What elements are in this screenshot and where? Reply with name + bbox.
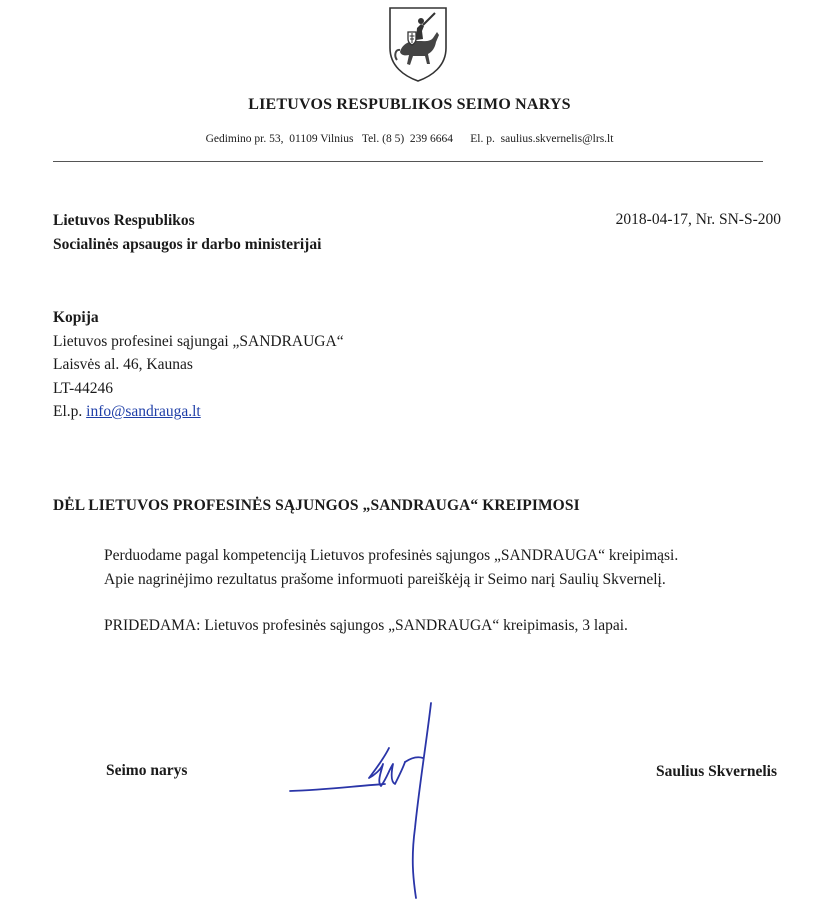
- copy-block: [53, 306, 344, 424]
- copy-email-link[interactable]: info@sandrauga.lt: [86, 403, 201, 420]
- recipient-line: Socialinės apsaugos ir darbo ministerijai: [53, 236, 322, 253]
- signatory-role: Seimo narys: [106, 762, 188, 779]
- signatory-name: Saulius Skvernelis: [655, 763, 777, 780]
- document-reference: 2018-04-17, Nr. SN-S-200: [615, 211, 781, 228]
- copy-postal: LT-44246: [53, 379, 114, 397]
- attachment-note: PRIDEDAMA: Lietuvos profesinės sąjungos „SANDRAUGA“ kreipimasis, 3 lapai.: [104, 617, 628, 634]
- header-divider: [53, 161, 763, 162]
- subject-line: DĖL LIETUVOS PROFESINĖS SĄJUNGOS „SANDRAUGA“ KREIPIMOSI: [53, 497, 580, 514]
- contact-line: [0, 133, 819, 145]
- copy-email-row: [53, 400, 344, 424]
- address: Gedimino pr. 53, 01109 Vilnius: [205, 133, 354, 145]
- recipient-block: [53, 209, 321, 257]
- coat-of-arms-icon: [386, 4, 450, 84]
- copy-heading: Kopija: [53, 309, 99, 326]
- office-title: LIETUVOS RESPUBLIKOS SEIMO NARYS: [248, 96, 571, 113]
- header-email: El. p. saulius.skvernelis@lrs.lt: [470, 133, 614, 145]
- recipient-line: Lietuvos Respublikos: [53, 212, 195, 229]
- copy-organization: Lietuvos profesinei sąjungai „SANDRAUGA“: [53, 332, 344, 350]
- handwritten-signature: [285, 698, 455, 903]
- copy-email-label: El.p.: [53, 403, 87, 420]
- body-text: [104, 544, 804, 592]
- body-line: Perduodame pagal kompetenciją Lietuvos profesinės sąjungos „SANDRAUGA“ kreipimąsi.: [104, 547, 679, 564]
- phone: Tel. (8 5) 239 6664: [361, 133, 454, 145]
- copy-street: Laisvės al. 46, Kaunas: [53, 356, 193, 373]
- body-line: Apie nagrinėjimo rezultatus prašome informuoti pareiškėją ir Seimo narį Saulių Skvernelį.: [104, 571, 666, 588]
